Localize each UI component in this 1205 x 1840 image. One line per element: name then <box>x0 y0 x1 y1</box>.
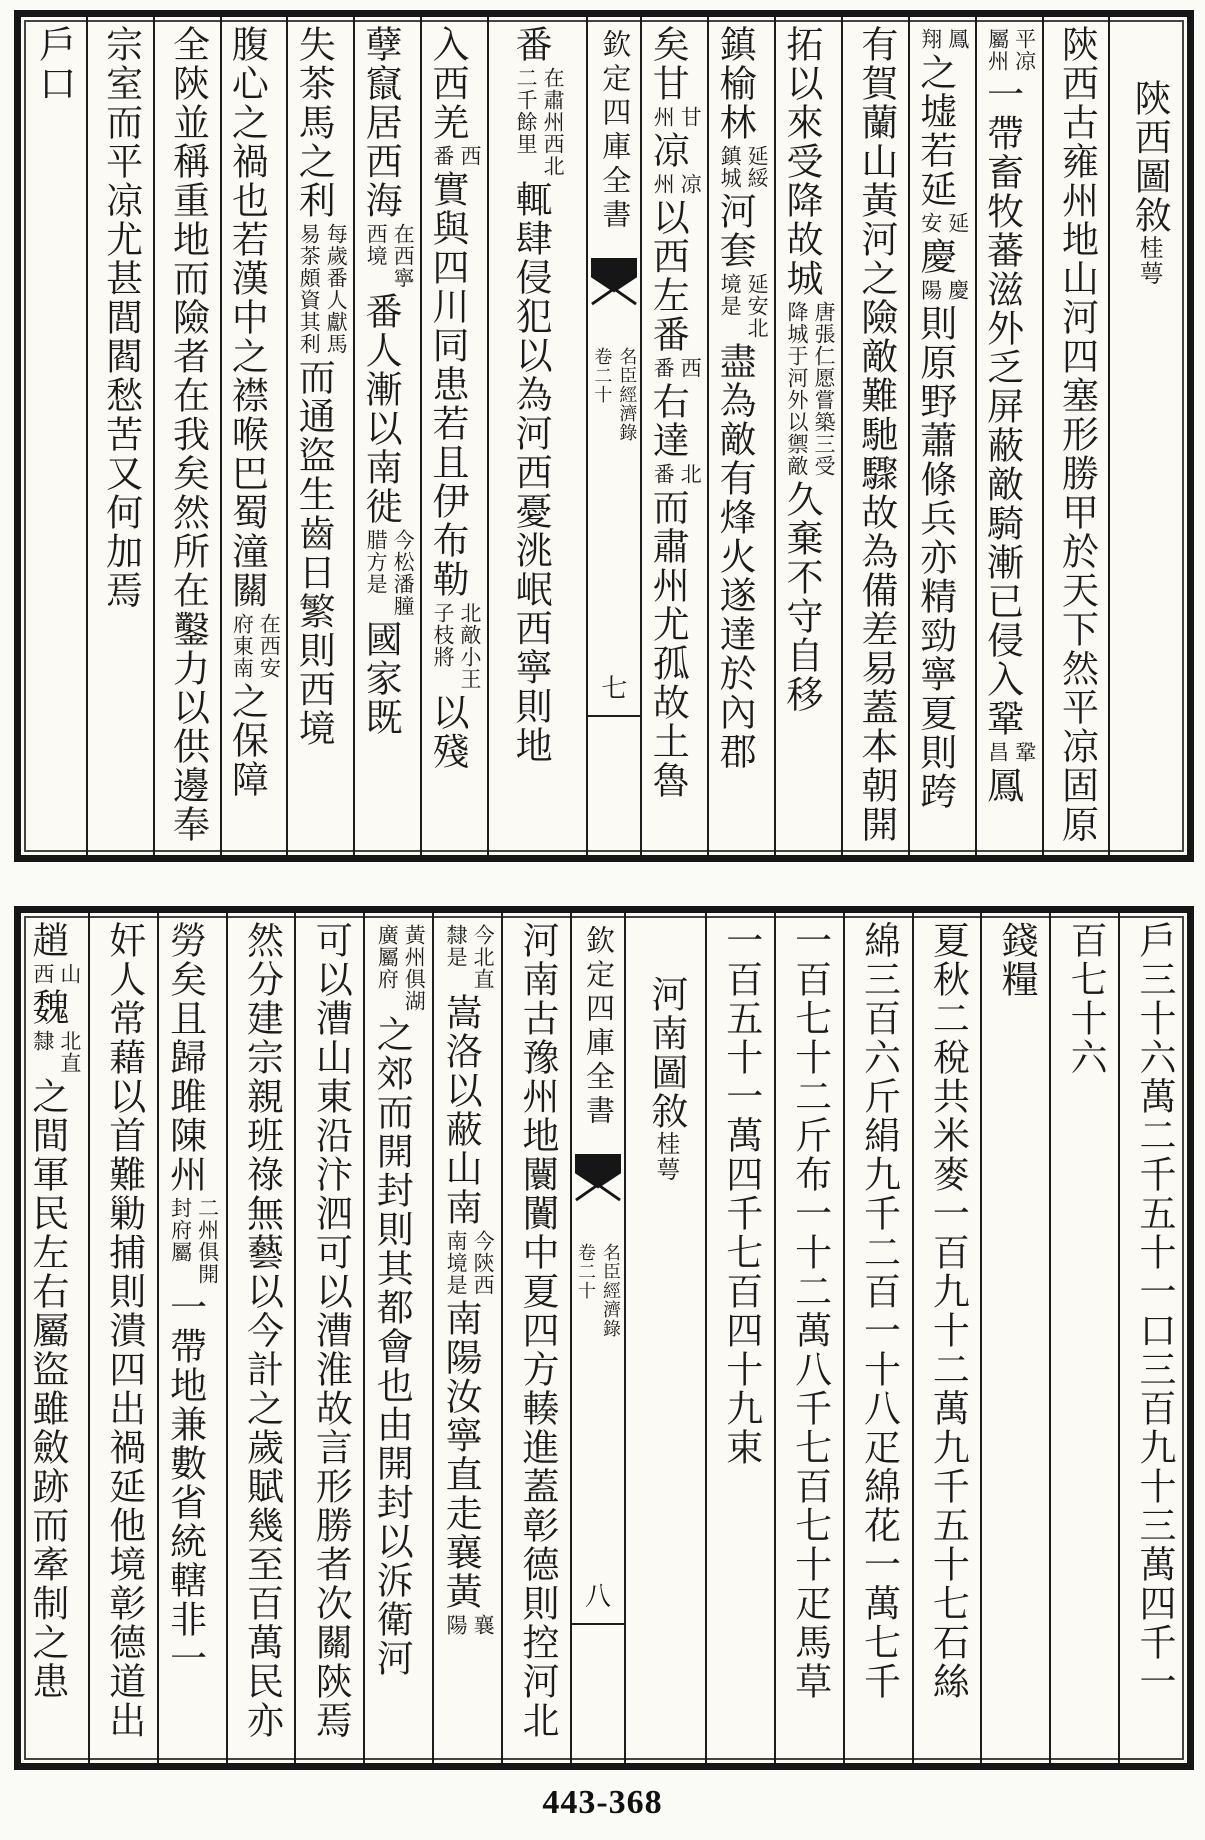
column-text: 有賀蘭山黃河之險敵難馳驟故為備差易蓋本朝開 <box>854 25 898 844</box>
interlinear-note <box>364 529 415 617</box>
text-column <box>157 913 226 1763</box>
column-text: 全陝並稱重地而險者在我矣然所在鑿力以供邊奉 <box>166 25 210 844</box>
top-page-frame <box>14 10 1194 862</box>
note-left-line: 番 <box>651 357 676 379</box>
note-left-line: 翔 <box>918 28 943 50</box>
interlinear-note <box>230 613 281 679</box>
folio-number: 八 <box>584 1582 611 1612</box>
note-left-line: 陽 <box>444 1614 469 1636</box>
column-text: 入西羌 西 番 實與四川同患若且伊布勒 北敵小王 子枝將 以殘 <box>426 25 483 771</box>
interlinear-note <box>431 602 482 690</box>
interlinear-note <box>444 1230 495 1296</box>
chapter-number: 卷二十 <box>574 1243 596 1300</box>
column-text: 矣甘 甘 州 凉 凉 州 以西左番 西 番 右達 北 番 而肅州尤孤故土魯 <box>646 25 703 800</box>
text-column <box>226 913 295 1763</box>
note-right-line: 凉 <box>678 173 703 195</box>
column-text: 一百五十一萬四千七百四十九束 <box>719 921 763 1467</box>
interlinear-note <box>651 463 702 485</box>
note-left-line: 腊方是 <box>364 529 389 595</box>
column-text: 戶三十六萬二千五十一口三百九十三萬四千一 <box>1132 921 1176 1701</box>
note-right-line: 鞏 <box>1012 741 1037 763</box>
bottom-page-frame <box>14 906 1194 1770</box>
column-text: 平凉 屬州 一帶畜牧蕃滋外乏屏蔽敵騎漸已侵入鞏 鞏 昌 鳳 <box>980 28 1037 805</box>
note-left-line: 昌 <box>985 741 1010 763</box>
column-text: 腹心之禍也若漢中之襟喉巴蜀潼關 在西安 府東南 之保障 <box>225 25 282 799</box>
note-right-line: 在西寧 <box>391 223 416 289</box>
interlinear-note <box>364 223 415 289</box>
column-text: 勞矣且歸雎陳州 二州俱開 封府屬 一帶地兼數省統轄非一 <box>163 921 220 1678</box>
center-column <box>586 17 640 855</box>
note-left-line: 陽 <box>918 279 943 301</box>
note-right-line: 今松潘膧 <box>391 529 416 617</box>
collection-title: 欽定四庫全書 <box>598 29 633 233</box>
interlinear-note <box>919 212 970 234</box>
column-text: 宗室而平凉尤甚閭閻愁苦又何加焉 <box>99 25 143 610</box>
interlinear-note <box>31 963 82 985</box>
column-text: 綿三百六斤絹九千二百一十八疋綿花一萬七千 <box>857 921 901 1701</box>
text-column <box>220 17 287 855</box>
book-title: 名臣經濟錄 <box>616 347 638 442</box>
note-right-line: 平凉 <box>1012 28 1037 72</box>
column-text: 戶口 <box>32 25 76 103</box>
text-column <box>1118 913 1187 1763</box>
note-left-line: 番 <box>651 463 676 485</box>
note-right-line: 延 <box>945 212 970 234</box>
text-column <box>88 913 157 1763</box>
author-name: 桂萼 <box>651 1131 680 1183</box>
note-left-line: 易茶頗資其利 <box>297 223 322 355</box>
text-column <box>487 17 586 855</box>
folio-rule <box>572 1623 624 1625</box>
note-left-line: 隸是 <box>444 924 469 968</box>
note-right-line: 二州俱開 <box>195 1197 220 1285</box>
column-text: 然分建宗親班祿無藝以今計之歲賦幾至百萬民亦 <box>240 921 284 1740</box>
note-left-line: 境是 <box>718 273 743 317</box>
note-right-line: 慶 <box>945 279 970 301</box>
folio-number: 七 <box>601 674 628 704</box>
book-and-chapter <box>572 1243 624 1338</box>
text-column <box>774 913 843 1763</box>
text-column <box>705 913 774 1763</box>
text-column <box>843 913 912 1763</box>
text-column <box>774 17 841 855</box>
title-column <box>1108 17 1187 855</box>
column-text: 鳳 翔 之墟若延 延 安 慶 慶 陽 則原野蕭條兵亦精勁寧夏則跨 <box>913 28 970 811</box>
note-left-line: 封府屬 <box>168 1197 193 1263</box>
note-right-line: 北直 <box>57 1030 82 1074</box>
note-left-line: 西 <box>30 963 55 985</box>
text-column <box>501 913 570 1763</box>
text-column <box>640 17 707 855</box>
text-column <box>21 17 86 855</box>
note-right-line: 今北直 <box>471 924 496 990</box>
note-left-line: 屬州 <box>985 28 1010 72</box>
note-left-line: 子枝將 <box>431 602 456 668</box>
note-right-line: 延安北 <box>745 273 770 339</box>
column-text: 河南圖敘桂萼 <box>644 975 688 1183</box>
interlinear-note <box>444 1614 495 1636</box>
note-left-line: 州 <box>651 173 676 195</box>
author-name: 桂萼 <box>1135 235 1164 287</box>
column-text: 今北直 隸是 嵩洛以蔽山南 今陝西 南境是 南陽汝寧直走襄黃 襄 陽 <box>439 924 496 1636</box>
note-right-line: 在肅州西北 <box>541 67 566 177</box>
text-column <box>21 913 88 1763</box>
note-left-line: 州 <box>651 106 676 128</box>
interlinear-note <box>375 924 426 1012</box>
column-text: 黃州俱湖 廣屬府 之郊而開封則其都會也由開封以泝衛河 <box>370 924 427 1678</box>
note-right-line: 山 <box>57 963 82 985</box>
text-column <box>1042 17 1109 855</box>
chapter-number: 卷二十 <box>591 347 613 404</box>
note-left-line: 南境是 <box>444 1230 469 1296</box>
text-column <box>353 17 420 855</box>
text-column <box>363 913 432 1763</box>
text-column <box>912 913 981 1763</box>
note-right-line: 甘 <box>678 106 703 128</box>
column-text: 孽竄居西海 在西寧 西境 番人漸以南徙 今松潘膧 腊方是 國家既 <box>359 25 416 737</box>
note-right-line: 西 <box>678 357 703 379</box>
fishtail-ornament <box>575 1153 621 1203</box>
note-right-line: 每歲番人獻馬 <box>324 223 349 355</box>
note-left-line: 廣屬府 <box>375 924 400 990</box>
column-text: 拓以來受降故城 唐張仁愿嘗築三受 降城于河外以禦敵 久棄不守自移 <box>779 25 836 714</box>
text-column <box>1049 913 1118 1763</box>
interlinear-note <box>651 173 702 195</box>
note-right-line: 今陝西 <box>471 1230 496 1296</box>
note-right-line: 北敵小王 <box>458 602 483 690</box>
note-left-line: 鎮城 <box>718 145 743 189</box>
interlinear-note <box>297 223 348 355</box>
interlinear-note <box>718 273 769 339</box>
interlinear-note <box>514 67 565 177</box>
interlinear-note <box>919 28 970 50</box>
note-right-line: 西 <box>458 145 483 167</box>
column-text: 百七十六 <box>1064 921 1108 1077</box>
column-text: 趙 山 西 魏 北直 隸 之間軍民左右屬盜雖斂跡而牽制之患 <box>25 921 82 1701</box>
interlinear-note <box>31 1030 82 1074</box>
interlinear-note <box>431 145 482 167</box>
note-right-line: 黃州俱湖 <box>402 924 427 1012</box>
text-column <box>707 17 774 855</box>
column-text: 錢糧 <box>995 921 1039 999</box>
interlinear-note <box>651 106 702 128</box>
text-column <box>86 17 153 855</box>
column-text: 鎮榆林 延綏 鎮城 河套 延安北 境是 盡為敵有烽火遂達於內郡 <box>713 25 770 771</box>
title-column <box>624 913 705 1763</box>
text-column <box>286 17 353 855</box>
text-column <box>975 17 1042 855</box>
interlinear-note <box>444 924 495 990</box>
note-right-line: 鳳 <box>945 28 970 50</box>
collection-title: 欽定四庫全書 <box>581 925 616 1129</box>
book-title: 名臣經濟錄 <box>599 1243 621 1338</box>
interlinear-note <box>986 28 1037 72</box>
note-left-line: 降城于河外以禦敵 <box>784 301 809 477</box>
fishtail-ornament <box>591 257 637 307</box>
center-column <box>570 913 624 1763</box>
column-text: 陝西古雍州地山河四塞形勝甲於天下然平凉固原 <box>1055 25 1099 844</box>
note-left-line: 隸 <box>30 1030 55 1052</box>
note-left-line: 府東南 <box>230 613 255 679</box>
interlinear-note <box>718 145 769 189</box>
interlinear-note <box>651 357 702 379</box>
book-and-chapter <box>588 347 640 442</box>
column-text: 夏秋二稅共米麥一百九十二萬九千五十七石絲 <box>926 921 970 1701</box>
text-column <box>841 17 908 855</box>
interlinear-note <box>986 741 1037 763</box>
text-column <box>294 913 363 1763</box>
text-column <box>420 17 487 855</box>
folio-rule <box>588 715 640 717</box>
text-column <box>980 913 1049 1763</box>
column-text: 可以漕山東沿汴泗可以漕淮故言形勝者次關陝焉 <box>309 921 353 1740</box>
column-text: 陝西圖敘桂萼 <box>1128 79 1172 287</box>
interlinear-note <box>919 279 970 301</box>
note-right-line: 唐張仁愿嘗築三受 <box>811 301 836 477</box>
note-right-line: 延綏 <box>745 145 770 189</box>
interlinear-note <box>169 1197 220 1285</box>
text-column <box>908 17 975 855</box>
note-right-line: 襄 <box>471 1614 496 1636</box>
note-left-line: 二千餘里 <box>514 67 539 155</box>
note-right-line: 在西安 <box>257 613 282 679</box>
text-column <box>432 913 501 1763</box>
note-left-line: 安 <box>918 212 943 234</box>
column-text: 失茶馬之利 每歲番人獻馬 易茶頗資其利 而通盜生齒日繁則西境 <box>292 25 349 748</box>
note-left-line: 西境 <box>364 223 389 267</box>
column-text: 奸人常藉以首難勦捕則潰四出禍延他境彰德道出 <box>102 921 146 1740</box>
interlinear-note <box>785 301 836 477</box>
note-left-line: 番 <box>431 145 456 167</box>
text-column <box>153 17 220 855</box>
column-text: 番 在肅州西北 二千餘里 輒肆侵犯以為河西憂洮岷西寧則地 <box>509 25 566 765</box>
column-text: 一百七十二斤布一十二萬八千七百七十疋馬草 <box>788 921 832 1701</box>
plate-number: 443-368 <box>542 1784 663 1821</box>
column-text: 河南古豫州地闤闠中夏四方輳進蓋彰德則控河北 <box>515 921 559 1740</box>
note-right-line: 北 <box>678 463 703 485</box>
